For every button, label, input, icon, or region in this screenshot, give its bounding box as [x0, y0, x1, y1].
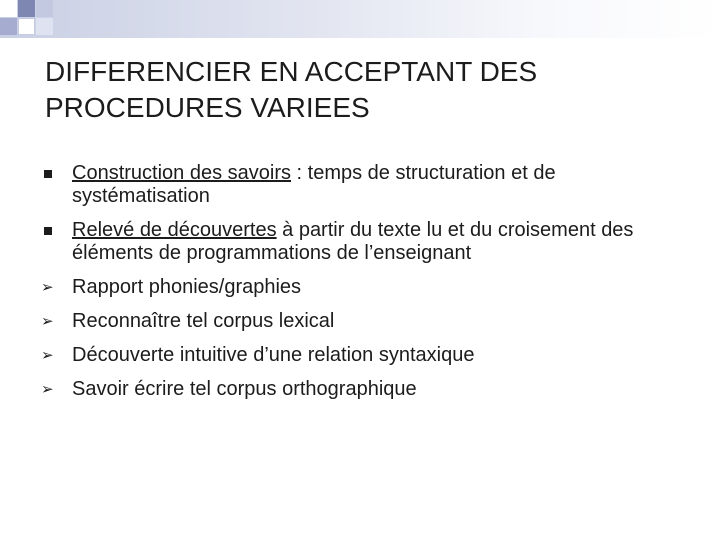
bullet-item — [40, 310, 690, 333]
decorative-header-band — [0, 0, 720, 38]
bullet-item — [40, 219, 690, 265]
arrow-bullet-icon: ➢ — [41, 347, 54, 364]
bullet-item — [40, 344, 690, 367]
decorative-square — [0, 18, 17, 35]
arrow-bullet-icon: ➢ — [41, 381, 54, 398]
bullet-item — [40, 276, 690, 299]
decorative-square — [18, 0, 35, 17]
bullet-underlined-text: Construction des savoirs — [72, 162, 291, 184]
arrow-bullet-icon: ➢ — [41, 279, 54, 296]
bullet-text: à partir du texte lu et du croisement des éléments de programmations de l’enseignant — [72, 219, 634, 264]
bullet-text: Reconnaître tel corpus lexical — [72, 310, 335, 332]
decorative-square — [0, 0, 17, 17]
bullet-item — [40, 378, 690, 401]
decorative-square — [36, 18, 53, 35]
decorative-square — [18, 18, 35, 35]
decorative-square — [36, 0, 53, 17]
bullet-text: Savoir écrire tel corpus orthographique — [72, 378, 417, 400]
bullet-text: Découverte intuitive d’une relation syntaxique — [72, 344, 475, 366]
bullet-text: : temps de structuration et de systématisation — [72, 162, 556, 207]
bullet-list — [40, 162, 690, 412]
bullet-item — [40, 162, 690, 208]
arrow-bullet-icon: ➢ — [41, 313, 54, 330]
bullet-underlined-text: Relevé de découvertes — [72, 219, 277, 241]
bullet-text: Rapport phonies/graphies — [72, 276, 302, 298]
slide-title: DIFFERENCIER EN ACCEPTANT DES PROCEDURES VARIEES — [45, 56, 538, 123]
